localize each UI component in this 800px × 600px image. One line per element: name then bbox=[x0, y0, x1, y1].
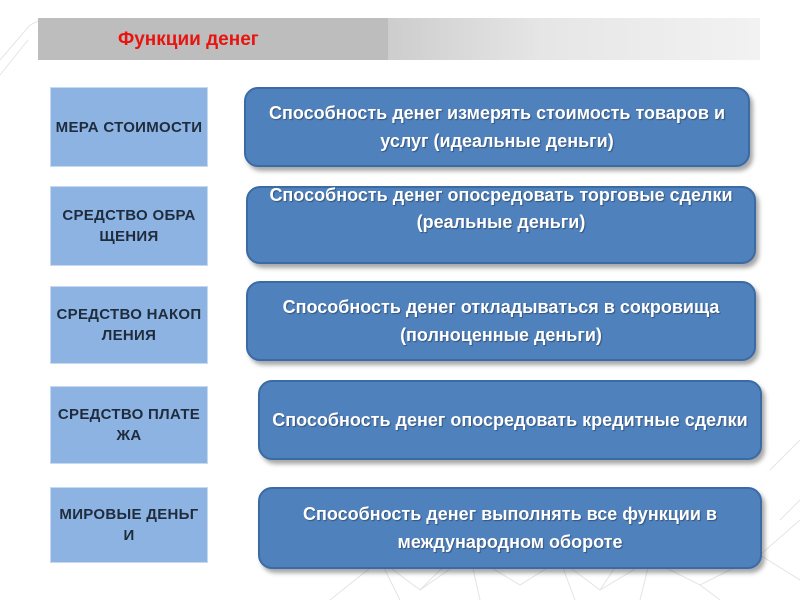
description-text: Способность денег опосредовать торговые сделки (реальные деньги) bbox=[269, 185, 733, 232]
description-text: Способность денег откладываться в сокровища (полноценные деньги) bbox=[282, 297, 720, 345]
term-box-medium-of-exchange bbox=[50, 186, 208, 266]
description-text: Способность денег выполнять все функции в международном обороте bbox=[303, 504, 717, 552]
description-box-store-of-value bbox=[246, 281, 756, 361]
description-box-measure-of-value bbox=[244, 87, 750, 167]
description-text: Способность денег измерять стоимость товаров и услуг (идеальные деньги) bbox=[268, 103, 726, 151]
term-label: МЕРА СТОИМОСТИ bbox=[55, 118, 203, 136]
term-label: СРЕДСТВО НАКОПЛЕНИЯ bbox=[56, 306, 202, 344]
term-label: СРЕДСТВО ПЛАТЕЖА bbox=[57, 406, 201, 444]
description-box-world-money bbox=[258, 487, 762, 569]
term-label: МИРОВЫЕ ДЕНЬГИ bbox=[59, 506, 199, 544]
description-box-medium-of-exchange bbox=[246, 186, 756, 264]
term-box-means-of-payment bbox=[50, 386, 208, 464]
term-box-store-of-value bbox=[50, 286, 208, 364]
term-box-measure-of-value bbox=[50, 87, 208, 167]
description-box-means-of-payment bbox=[258, 380, 762, 460]
term-box-world-money bbox=[50, 487, 208, 563]
slide-title: Функции денег bbox=[118, 29, 259, 50]
term-label: СРЕДСТВО ОБРАЩЕНИЯ bbox=[62, 207, 196, 245]
description-text: Способность денег опосредовать кредитные сделки bbox=[272, 410, 748, 430]
